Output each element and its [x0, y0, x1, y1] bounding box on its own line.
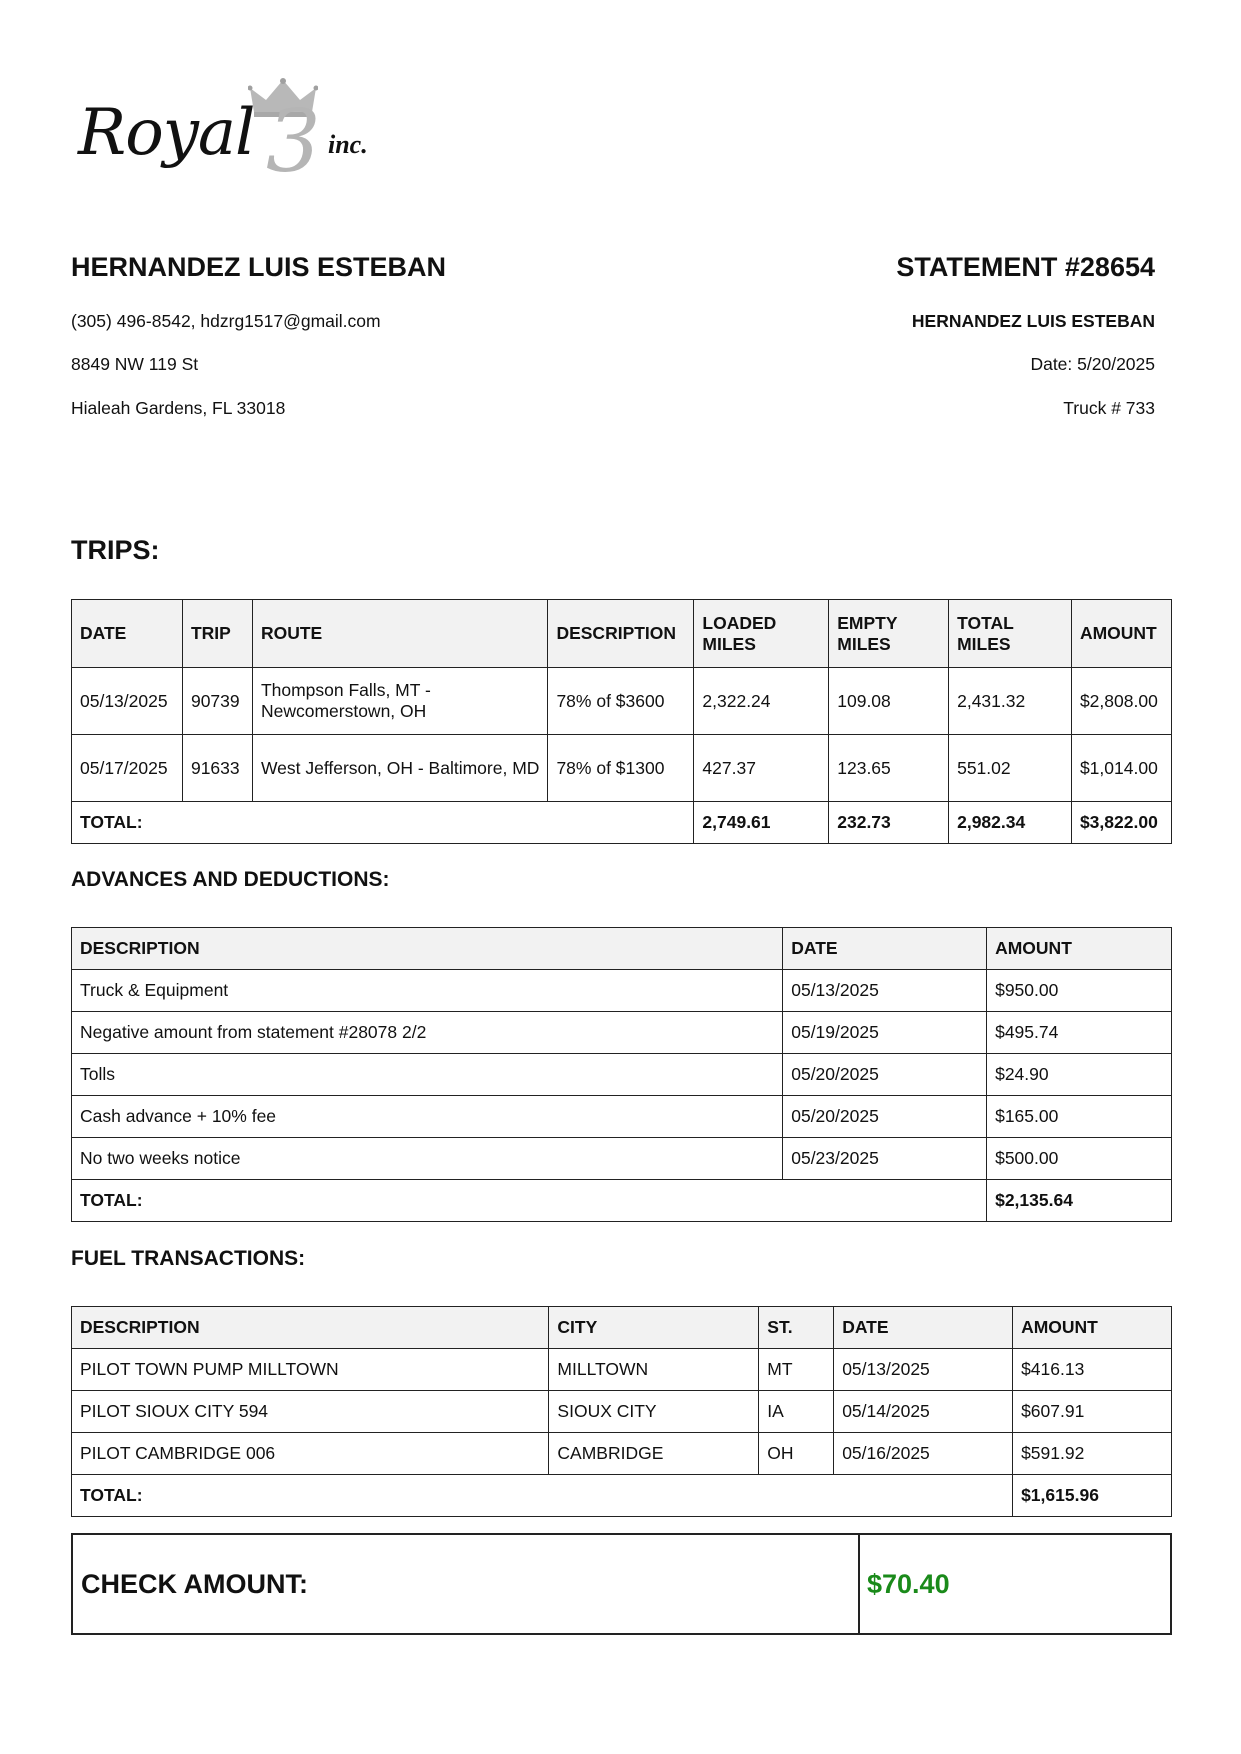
- trips-table: [71, 599, 1172, 844]
- trip-route: West Jefferson, OH - Baltimore, MD: [252, 735, 548, 802]
- trip-loaded-miles: 427.37: [694, 735, 829, 802]
- trip-total-miles: 551.02: [949, 735, 1072, 802]
- table-row: [72, 735, 1172, 802]
- total-loaded-miles: 2,749.61: [694, 802, 829, 844]
- fuel-description: PILOT CAMBRIDGE 006: [72, 1433, 549, 1475]
- col-header-date: DATE: [834, 1307, 1013, 1349]
- table-row: [72, 668, 1172, 735]
- col-header-route: ROUTE: [252, 600, 548, 668]
- trip-route: Thompson Falls, MT - Newcomerstown, OH: [252, 668, 548, 735]
- statement-title: STATEMENT #28654: [896, 252, 1155, 282]
- col-header-amount: AMOUNT: [987, 928, 1172, 970]
- fuel-state: OH: [759, 1433, 834, 1475]
- fuel-date: 05/13/2025: [834, 1349, 1013, 1391]
- table-row: [72, 1012, 1172, 1054]
- total-amount: $3,822.00: [1071, 802, 1171, 844]
- logo-three: 3: [266, 92, 321, 192]
- total-total-miles: 2,982.34: [949, 802, 1072, 844]
- col-header-total-miles: TOTAL MILES: [949, 600, 1072, 668]
- driver-address-line2: Hialeah Gardens, FL 33018: [71, 398, 286, 418]
- trip-amount: $2,808.00: [1071, 668, 1171, 735]
- total-label: TOTAL:: [72, 1475, 1013, 1517]
- total-amount: $1,615.96: [1013, 1475, 1172, 1517]
- company-logo: [78, 78, 378, 192]
- advance-date: 05/23/2025: [783, 1138, 987, 1180]
- fuel-amount: $607.91: [1013, 1391, 1172, 1433]
- table-row: [72, 1138, 1172, 1180]
- fuel-header-row: [72, 1307, 1172, 1349]
- table-row: [72, 1349, 1172, 1391]
- total-label: TOTAL:: [72, 1180, 987, 1222]
- fuel-description: PILOT SIOUX CITY 594: [72, 1391, 549, 1433]
- table-row: [72, 1433, 1172, 1475]
- trip-description: 78% of $1300: [548, 735, 694, 802]
- table-row: [72, 1054, 1172, 1096]
- fuel-date: 05/14/2025: [834, 1391, 1013, 1433]
- advances-header-row: [72, 928, 1172, 970]
- advance-description: No two weeks notice: [72, 1138, 783, 1180]
- check-amount-value: $70.40: [867, 1568, 950, 1599]
- table-row: [72, 1391, 1172, 1433]
- col-header-description: DESCRIPTION: [72, 928, 783, 970]
- trip-amount: $1,014.00: [1071, 735, 1171, 802]
- advance-amount: $495.74: [987, 1012, 1172, 1054]
- fuel-state: IA: [759, 1391, 834, 1433]
- trips-heading: TRIPS:: [71, 535, 160, 565]
- fuel-state: MT: [759, 1349, 834, 1391]
- fuel-city: CAMBRIDGE: [549, 1433, 759, 1475]
- fuel-description: PILOT TOWN PUMP MILLTOWN: [72, 1349, 549, 1391]
- fuel-amount: $416.13: [1013, 1349, 1172, 1391]
- trip-empty-miles: 109.08: [829, 668, 949, 735]
- col-header-trip: TRIP: [182, 600, 252, 668]
- advance-date: 05/19/2025: [783, 1012, 987, 1054]
- trip-date: 05/17/2025: [72, 735, 183, 802]
- logo-inc: inc.: [328, 130, 368, 159]
- table-row: [72, 1096, 1172, 1138]
- logo-wordmark: Royal: [78, 96, 255, 170]
- trip-loaded-miles: 2,322.24: [694, 668, 829, 735]
- trip-number: 91633: [182, 735, 252, 802]
- total-label: TOTAL:: [72, 802, 694, 844]
- advance-description: Cash advance + 10% fee: [72, 1096, 783, 1138]
- col-header-state: ST.: [759, 1307, 834, 1349]
- col-header-description: DESCRIPTION: [548, 600, 694, 668]
- trip-description: 78% of $3600: [548, 668, 694, 735]
- truck-number: Truck # 733: [1063, 398, 1155, 418]
- driver-contact: (305) 496-8542, hdzrg1517@gmail.com: [71, 311, 381, 331]
- advance-date: 05/13/2025: [783, 970, 987, 1012]
- advances-heading: ADVANCES AND DEDUCTIONS:: [71, 868, 390, 891]
- statement-driver-name: HERNANDEZ LUIS ESTEBAN: [911, 311, 1155, 331]
- advance-date: 05/20/2025: [783, 1096, 987, 1138]
- trip-date: 05/13/2025: [72, 668, 183, 735]
- trips-total-row: [72, 802, 1172, 844]
- check-divider: [858, 1535, 860, 1633]
- trip-empty-miles: 123.65: [829, 735, 949, 802]
- fuel-city: MILLTOWN: [549, 1349, 759, 1391]
- col-header-date: DATE: [72, 600, 183, 668]
- advance-description: Tolls: [72, 1054, 783, 1096]
- trips-header-row: [72, 600, 1172, 668]
- trip-total-miles: 2,431.32: [949, 668, 1072, 735]
- driver-address-line1: 8849 NW 119 St: [71, 354, 199, 374]
- check-amount-box: [71, 1533, 1172, 1635]
- driver-name-heading: HERNANDEZ LUIS ESTEBAN: [71, 252, 447, 282]
- fuel-date: 05/16/2025: [834, 1433, 1013, 1475]
- advance-description: Negative amount from statement #28078 2/2: [72, 1012, 783, 1054]
- advance-date: 05/20/2025: [783, 1054, 987, 1096]
- advances-table: [71, 927, 1172, 1222]
- fuel-heading: FUEL TRANSACTIONS:: [71, 1247, 306, 1270]
- advance-amount: $24.90: [987, 1054, 1172, 1096]
- advance-description: Truck & Equipment: [72, 970, 783, 1012]
- advance-amount: $950.00: [987, 970, 1172, 1012]
- col-header-loaded-miles: LOADED MILES: [694, 600, 829, 668]
- total-empty-miles: 232.73: [829, 802, 949, 844]
- advance-amount: $500.00: [987, 1138, 1172, 1180]
- trip-number: 90739: [182, 668, 252, 735]
- col-header-empty-miles: EMPTY MILES: [829, 600, 949, 668]
- col-header-city: CITY: [549, 1307, 759, 1349]
- total-amount: $2,135.64: [987, 1180, 1172, 1222]
- col-header-amount: AMOUNT: [1013, 1307, 1172, 1349]
- col-header-date: DATE: [783, 928, 987, 970]
- col-header-description: DESCRIPTION: [72, 1307, 549, 1349]
- advances-total-row: [72, 1180, 1172, 1222]
- fuel-table: [71, 1306, 1172, 1517]
- advance-amount: $165.00: [987, 1096, 1172, 1138]
- fuel-amount: $591.92: [1013, 1433, 1172, 1475]
- table-row: [72, 970, 1172, 1012]
- check-amount-label: CHECK AMOUNT:: [81, 1568, 308, 1599]
- statement-date: Date: 5/20/2025: [1030, 354, 1155, 374]
- fuel-city: SIOUX CITY: [549, 1391, 759, 1433]
- fuel-total-row: [72, 1475, 1172, 1517]
- col-header-amount: AMOUNT: [1071, 600, 1171, 668]
